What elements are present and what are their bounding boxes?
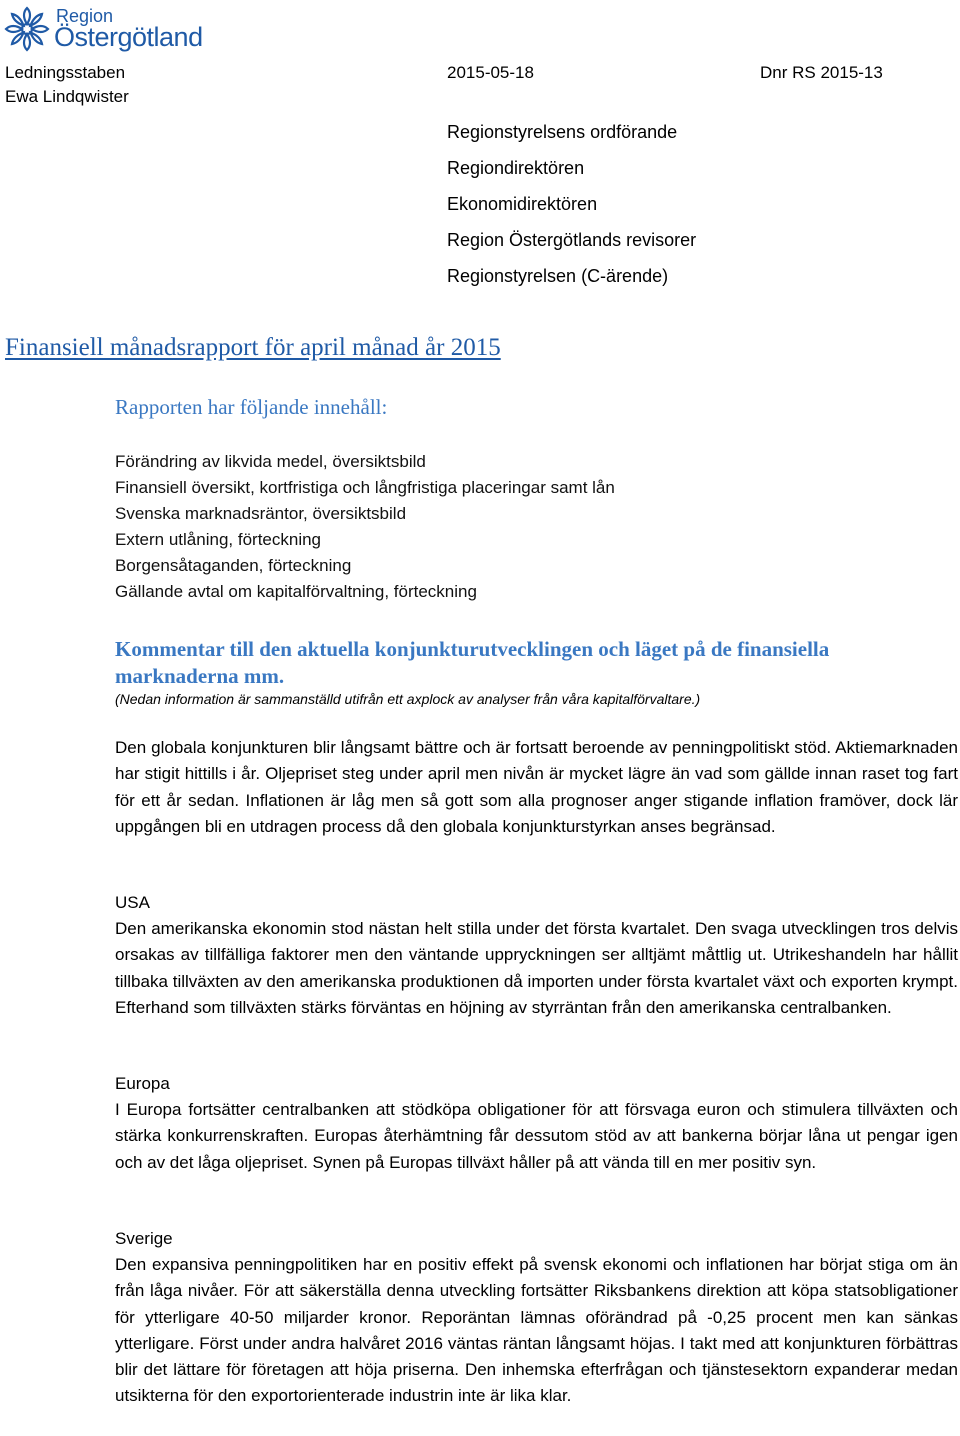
recipient: Region Östergötlands revisorer bbox=[447, 230, 697, 250]
comment-note: (Nedan information är sammanställd utifrån ett axplock av analyser från våra kapitalförvaltare.) bbox=[115, 691, 701, 707]
section-text-europa: I Europa fortsätter centralbanken att stödköpa obligationer för att försvaga euron och stimulera tillväxten och stärka konkurrenskraften. Europas återhämtning får dessutom stöd av att bankerna börjar låna ut pengar igen och av det låga oljepriset. Synen på Europas tillväxt håller på att vända till en mer positiv syn. bbox=[115, 1100, 958, 1172]
contents-heading: Rapporten har följande innehåll: bbox=[115, 395, 388, 419]
flower-emblem-icon bbox=[4, 6, 50, 52]
contents-item: Extern utlåning, förteckning bbox=[115, 530, 322, 549]
recipient: Regionstyrelsen (C-ärende) bbox=[447, 266, 669, 286]
contents-item: Svenska marknadsräntor, översiktsbild bbox=[115, 504, 407, 523]
section-title-europa: Europa bbox=[115, 1074, 170, 1093]
comment-heading: Kommentar till den aktuella konjunkturutvecklingen och läget på de finansiella marknaderna mm. bbox=[115, 637, 830, 688]
section-title-sverige: Sverige bbox=[115, 1229, 173, 1248]
contents-item: Gällande avtal om kapitalförvaltning, förteckning bbox=[115, 582, 477, 601]
department: Ledningsstaben bbox=[5, 63, 126, 82]
recipient: Regiondirektören bbox=[447, 158, 585, 178]
region-logo bbox=[4, 4, 204, 54]
contents-item: Förändring av likvida medel, översiktsbild bbox=[115, 452, 426, 471]
contents-list bbox=[115, 449, 615, 605]
recipient: Regionstyrelsens ordförande bbox=[447, 122, 678, 142]
section-text-usa: Den amerikanska ekonomin stod nästan helt stilla under det första kvartalet. Den svaga utvecklingen tros delvis orsakas av tillfälliga faktorer men den väntande uppryckningen ser alltjämt måttlig ut. Utrikeshandeln har hållit tillbaka tillväxten av den amerikanska produktionen då importen under första kvartalet växt och exporten krympt. Efterhand som tillväxten stärks förväntas en höjning av styrräntan från den amerikanska centralbanken. bbox=[115, 919, 958, 1017]
recipients-list bbox=[447, 121, 927, 301]
document-date: 2015-05-18 bbox=[447, 63, 534, 82]
document-title: Finansiell månadsrapport för april månad år 2015 bbox=[5, 334, 501, 361]
section-text-sverige: Den expansiva penningpolitiken har en positiv effekt på svensk ekonomi och inflationen har börjat stiga om än från låga nivåer. För att säkerställa denna utveckling fortsätter Riksbankens direktion att köpa statsobligationer för ytterligare 40-50 miljarder kronor. Reporäntan lämnas oförändrad på -0,25 procent men kan sänkas ytterligare. Först under andra halvåret 2016 väntas räntan långsamt höjas. I takt med att konjunkturen förbättras blir det lättare för företagen att höja priserna. Den inhemska efterfrågan och tjänstesektorn expanderar medan utsikterna för den exportorienterade industrin inte är lika klar. bbox=[115, 1255, 958, 1406]
recipient: Ekonomidirektören bbox=[447, 194, 598, 214]
logo-region-text: Region bbox=[56, 6, 114, 26]
intro-paragraph: Den globala konjunkturen blir långsamt bättre och är fortsatt beroende av penningpolitiskt stöd. Aktiemarknaden har stigit hittills i år. Oljepriset steg under april men nivån är mycket lägre än vad som gällde innan raset tog fart för ett år sedan. Inflationen är låg men så gott som alla prognoser anger stigande inflation framöver, dock lär uppgången bli en utdragen process då den globala konjunkturstyrkan anses begränsad. bbox=[115, 738, 958, 836]
section-title-usa: USA bbox=[115, 893, 150, 912]
contents-item: Borgensåtaganden, förteckning bbox=[115, 556, 352, 575]
logo-name-text: Östergötland bbox=[54, 22, 203, 52]
author: Ewa Lindqwister bbox=[5, 87, 129, 106]
contents-item: Finansiell översikt, kortfristiga och långfristiga placeringar samt lån bbox=[115, 478, 615, 497]
reference-number: Dnr RS 2015-13 bbox=[760, 63, 883, 82]
